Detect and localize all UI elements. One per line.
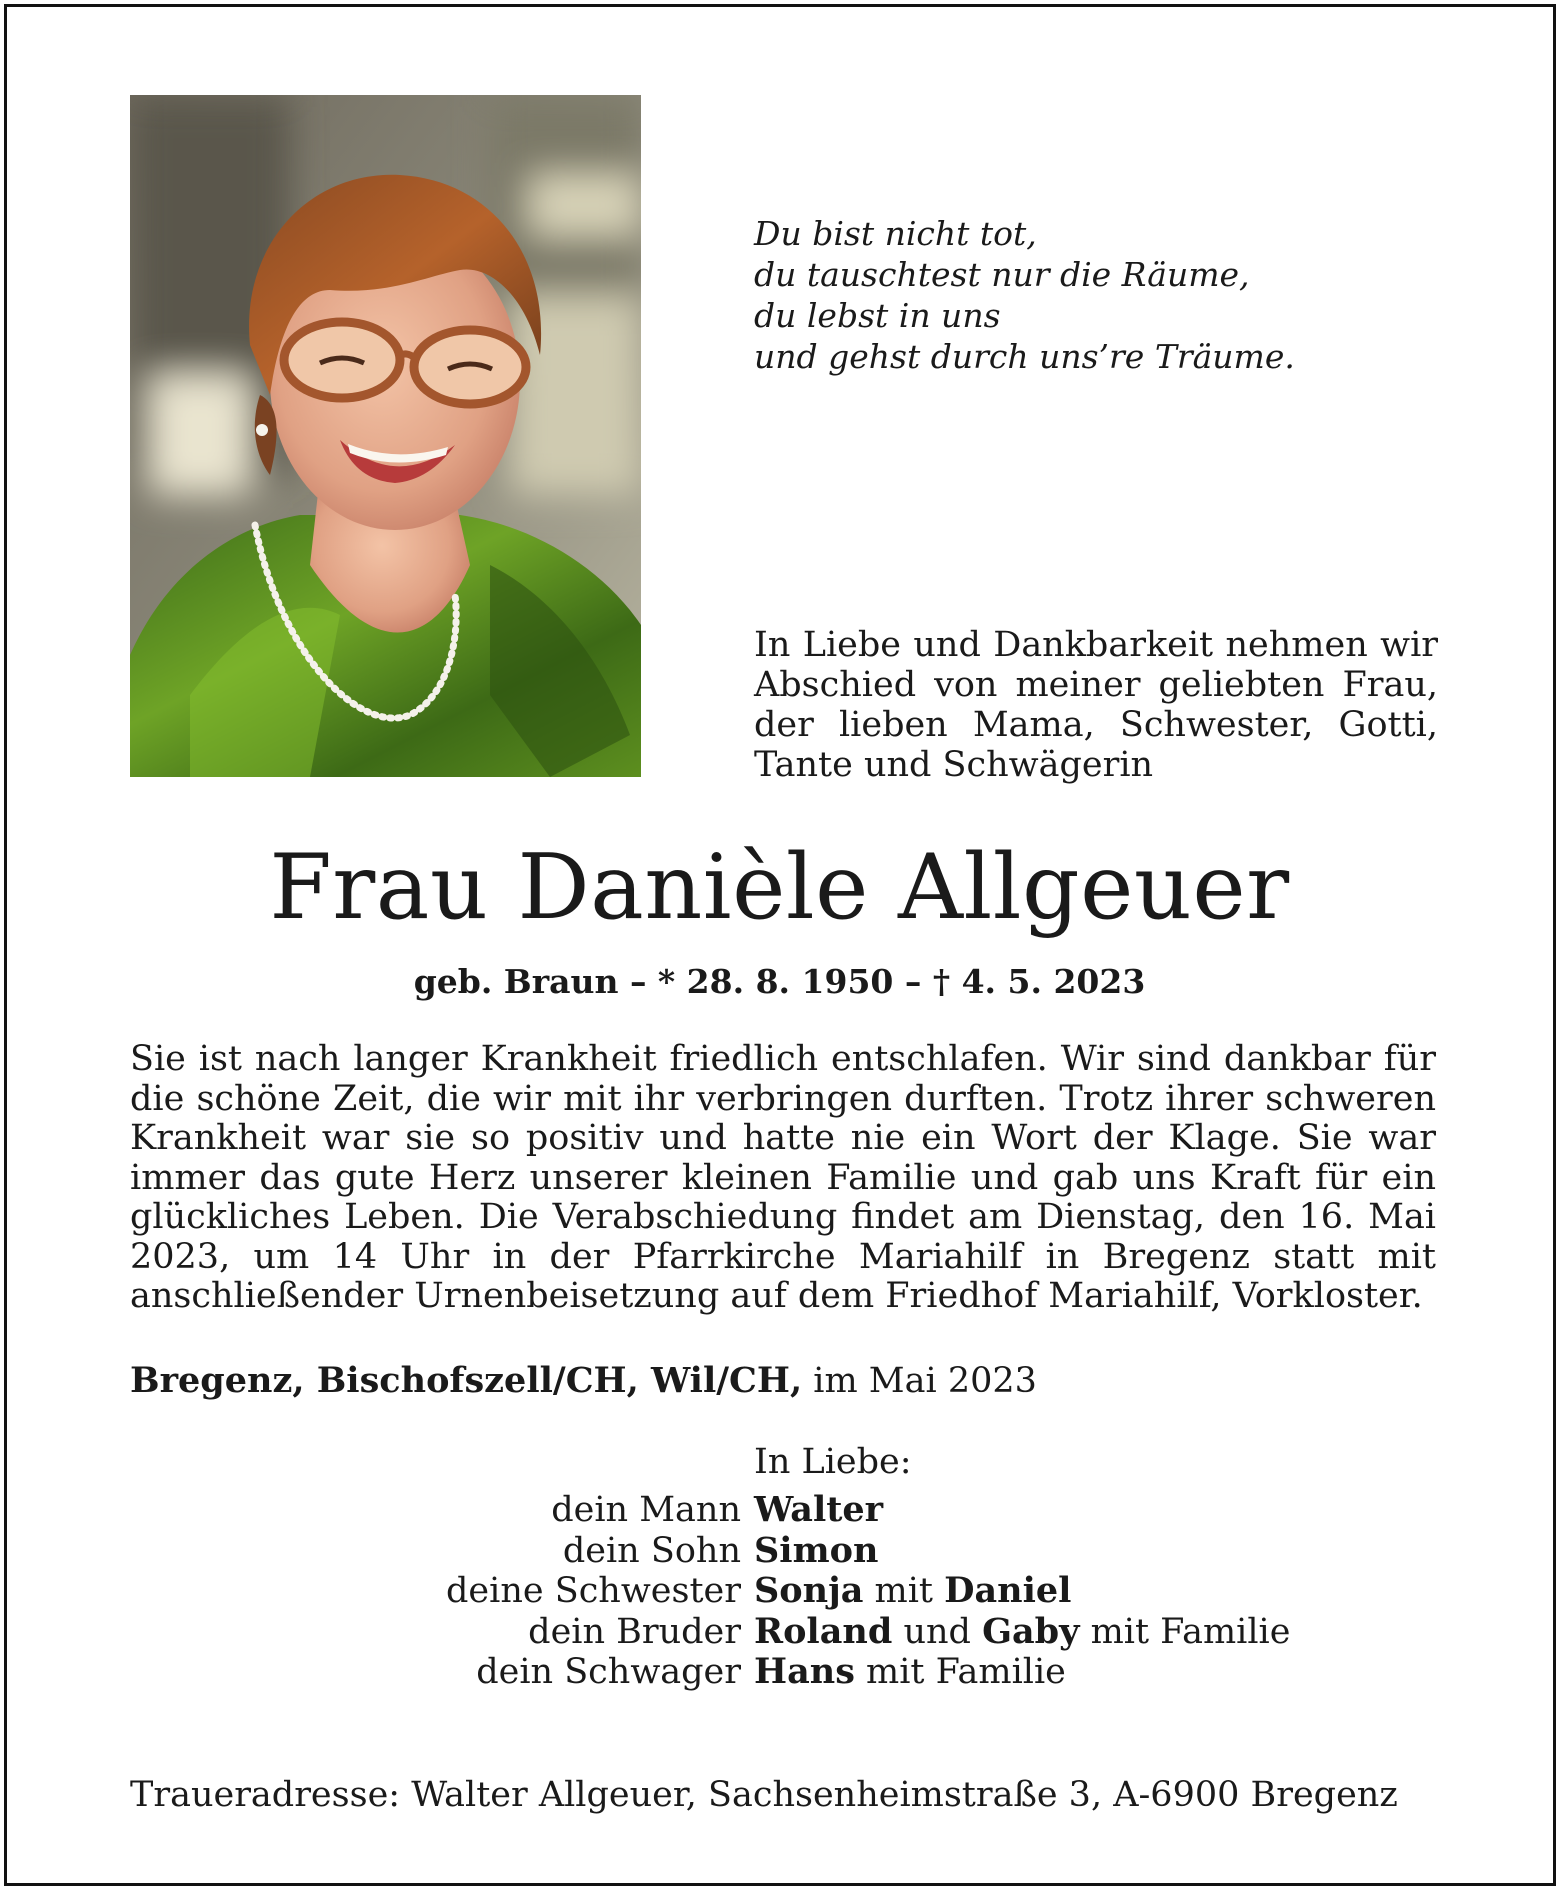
mourner-connector: mit bbox=[863, 1571, 945, 1611]
portrait-photo bbox=[130, 95, 641, 777]
mourner-names bbox=[754, 1652, 1066, 1692]
place-and-date bbox=[130, 1361, 1037, 1401]
mourner-row bbox=[0, 1652, 1559, 1693]
mourner-relation: dein Sohn bbox=[562, 1530, 741, 1571]
place-names: Bregenz, Bischofszell/CH, Wil/CH, bbox=[130, 1360, 803, 1401]
mourner-names bbox=[754, 1531, 878, 1571]
mourners-list bbox=[0, 1490, 1559, 1693]
mourner-row bbox=[0, 1490, 1559, 1531]
mourner-name: Roland bbox=[754, 1610, 893, 1652]
poem-line: du lebst in uns bbox=[754, 296, 1001, 335]
mourner-name: Daniel bbox=[944, 1570, 1072, 1611]
mourner-row bbox=[0, 1612, 1559, 1653]
mourner-names bbox=[754, 1571, 1071, 1611]
mourner-relation: dein Mann bbox=[551, 1490, 741, 1530]
poem-line: du tauschtest nur die Räume, bbox=[754, 255, 1250, 294]
mourner-relation: dein Bruder bbox=[528, 1611, 741, 1652]
mourner-name: Sonja bbox=[754, 1570, 864, 1611]
mourning-address: Traueradresse: Walter Allgeuer, Sachsenheimstraße 3, A-6900 Bregenz bbox=[130, 1775, 1398, 1815]
poem bbox=[754, 213, 1454, 377]
mourner-connector: mit Familie bbox=[1079, 1611, 1291, 1652]
mourner-names bbox=[754, 1490, 883, 1530]
deceased-name: Frau Danièle Allgeuer bbox=[269, 835, 1290, 940]
mourner-name: Walter bbox=[754, 1489, 884, 1530]
poem-line: und gehst durch uns’re Träume. bbox=[754, 337, 1295, 376]
mourner-names bbox=[754, 1612, 1290, 1652]
intro-text: In Liebe und Dankbarkeit nehmen wir Abschied von meiner geliebten Frau, der lieben Mama, Schwester, Gotti, Tante und Schwägerin bbox=[754, 625, 1438, 785]
poem-line: Du bist nicht tot, bbox=[754, 214, 1037, 253]
mourner-name: Hans bbox=[754, 1651, 855, 1692]
month-year: im Mai 2023 bbox=[802, 1361, 1037, 1401]
mourner-relation: dein Schwager bbox=[476, 1652, 741, 1692]
mourner-connector: und bbox=[892, 1611, 983, 1652]
mourner-row bbox=[0, 1571, 1559, 1612]
mourner-connector: mit Familie bbox=[854, 1652, 1066, 1692]
mourner-name: Simon bbox=[754, 1529, 879, 1571]
mourner-relation: deine Schwester bbox=[446, 1571, 741, 1611]
mourner-name: Gaby bbox=[982, 1610, 1080, 1652]
mourner-row bbox=[0, 1531, 1559, 1572]
love-label: In Liebe: bbox=[754, 1442, 912, 1482]
obituary-text: Sie ist nach langer Krankheit friedlich entschlafen. Wir sind dankbar für die schöne Zeit, die wir mit ihr verbringen durften. Trotz ihrer schweren Krankheit war sie so positiv und hatte nie ein Wort der Klage. Sie war immer das gute Herz unserer kleinen Familie und gab uns Kraft für ein glückliches Leben. Die Verabschiedung findet am Dienstag, den 16. Mai 2023, um 14 Uhr in der Pfarrkirche Mariahilf in Bregenz statt mit anschließender Urnenbeisetzung auf dem Friedhof Mariahilf, Vorkloster. bbox=[130, 1039, 1436, 1316]
life-dates: geb. Braun – * 28. 8. 1950 – † 4. 5. 2023 bbox=[413, 962, 1146, 1001]
